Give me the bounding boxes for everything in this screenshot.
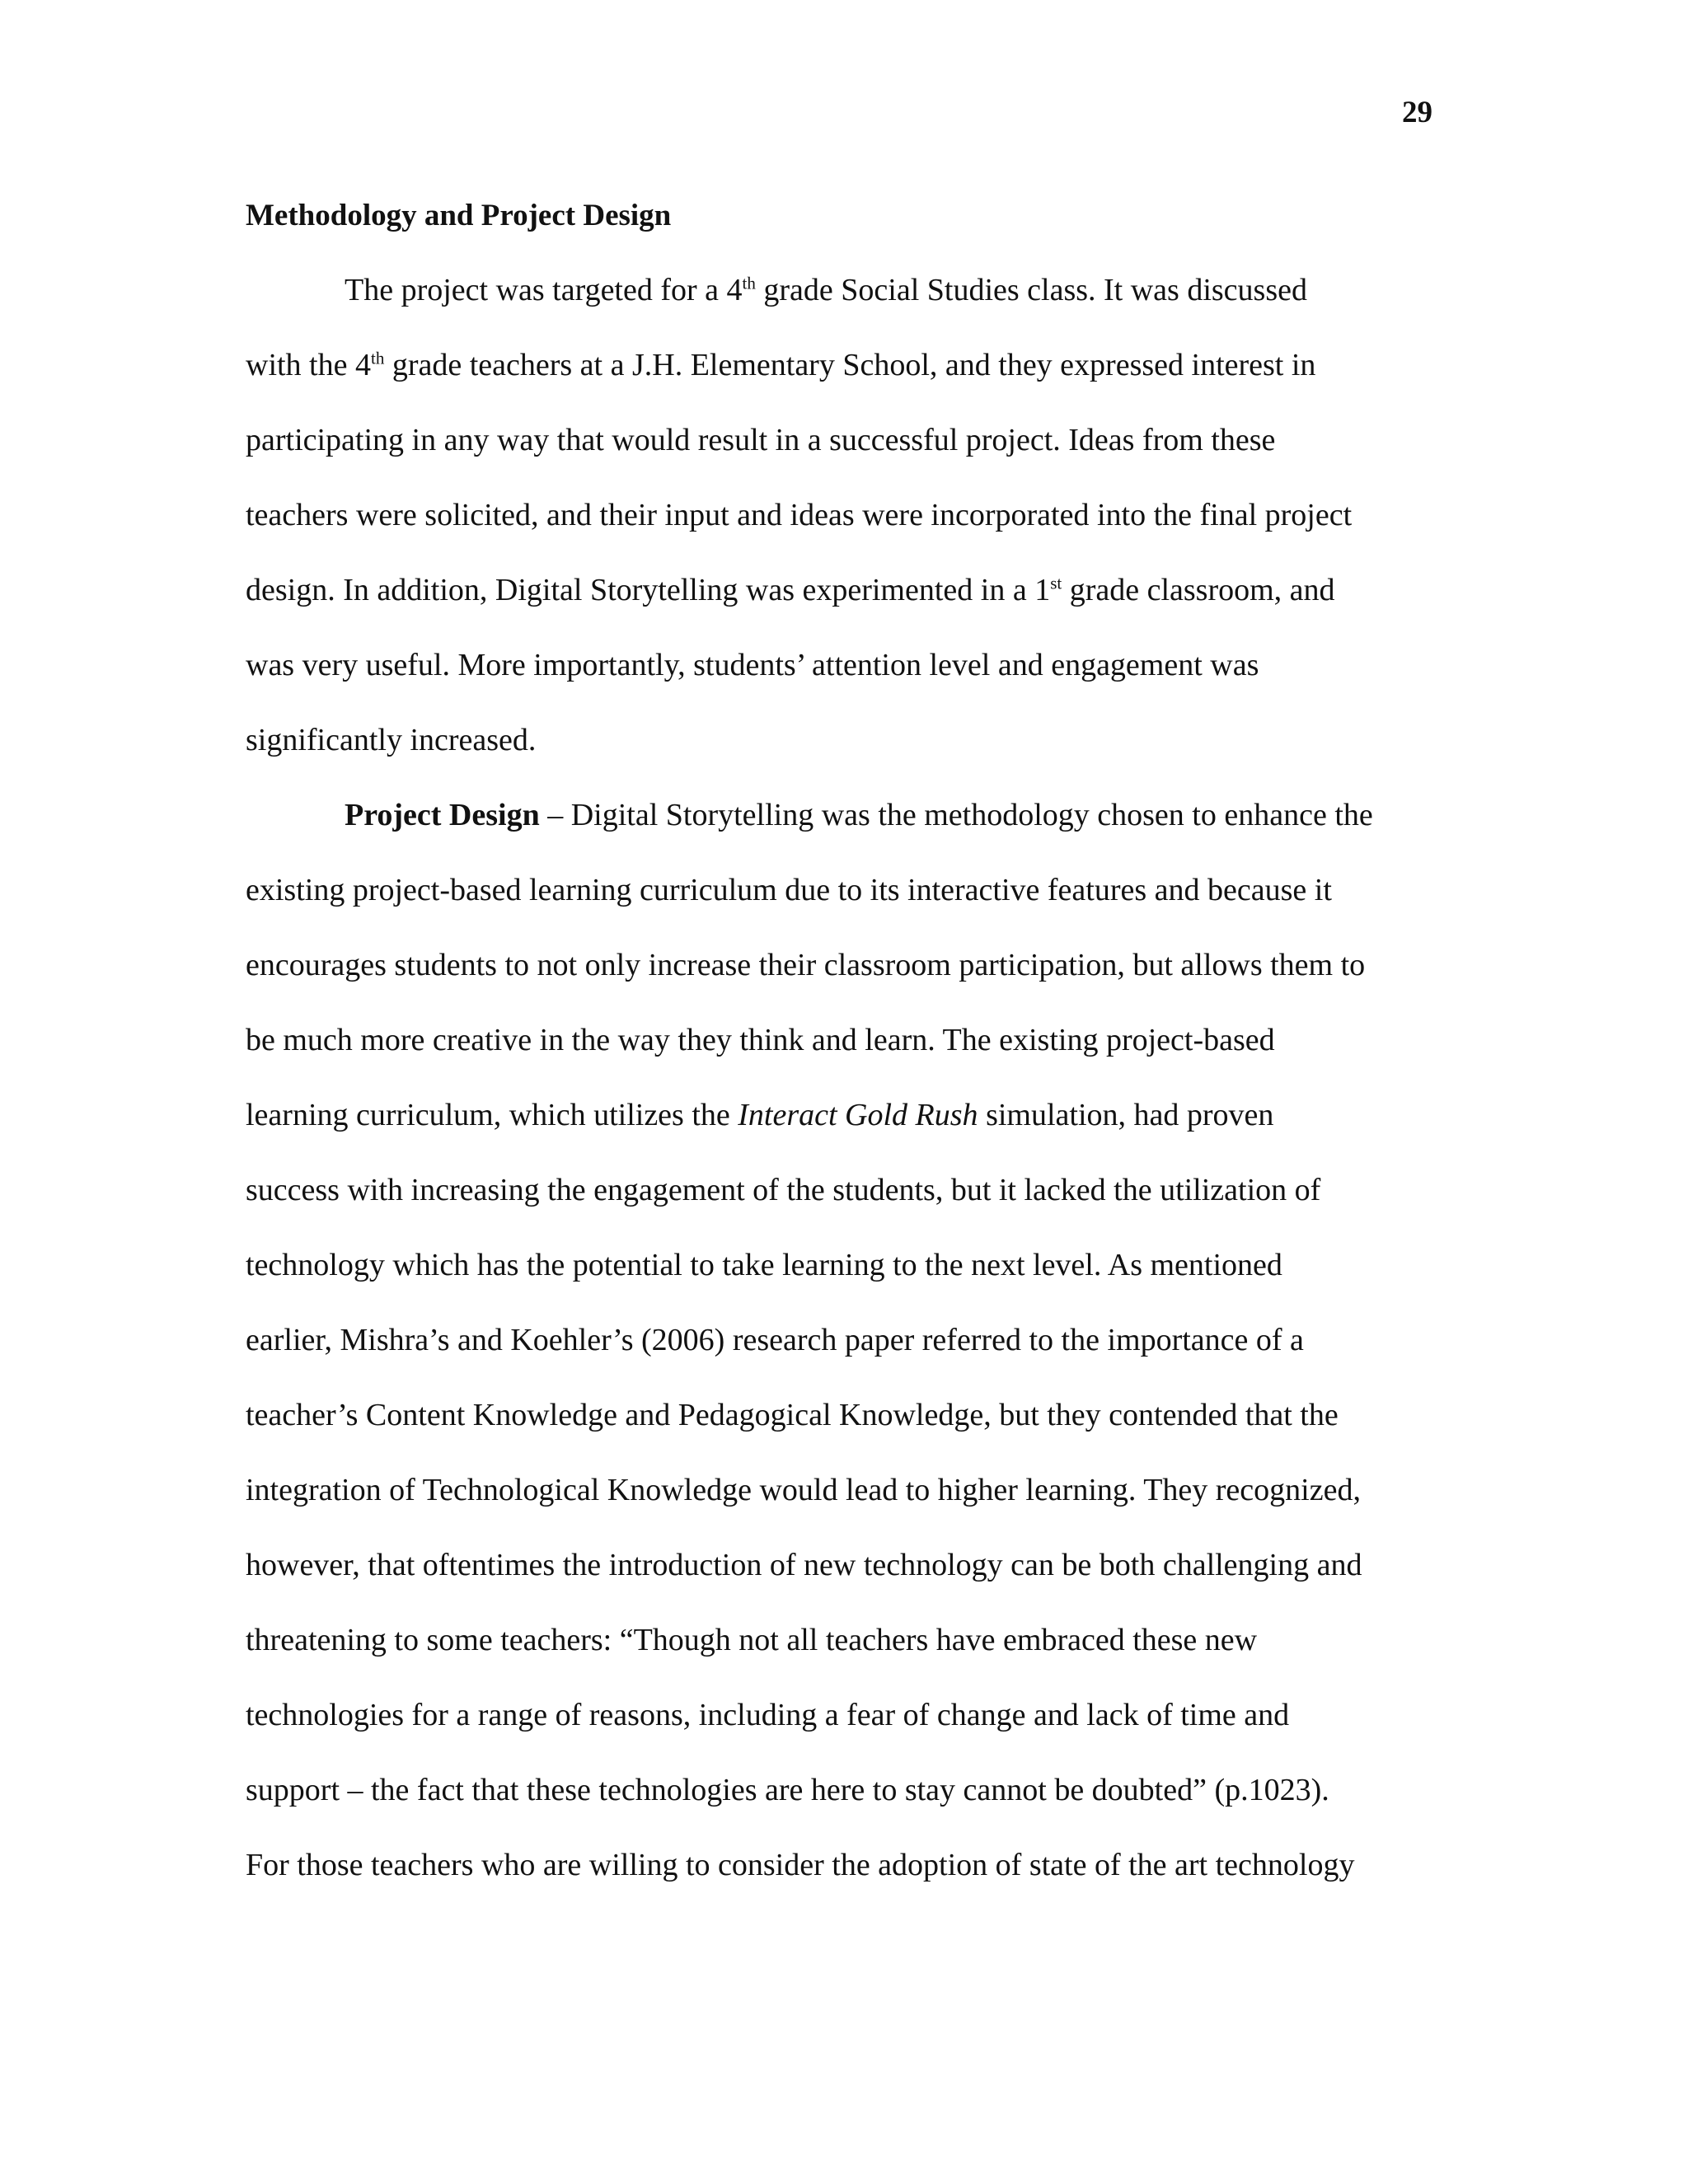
- text-line: technology which has the potential to take learning to the next level. As mentioned: [246, 1248, 1282, 1282]
- text-line: integration of Technological Knowledge would lead to higher learning. They recognized,: [246, 1473, 1361, 1507]
- section-heading: Methodology and Project Design: [246, 199, 672, 232]
- text-line: learning curriculum, which utilizes the Interact Gold Rush simulation, had proven: [246, 1098, 1274, 1132]
- text-line: with the 4th grade teachers at a J.H. Elementary School, and they expressed interest in: [246, 348, 1316, 382]
- text-line: however, that oftentimes the introduction of new technology can be both challenging and: [246, 1548, 1362, 1582]
- text-line: existing project-based learning curriculum due to its interactive features and because it: [246, 873, 1332, 907]
- text-line: encourages students to not only increase their classroom participation, but allows them to: [246, 948, 1366, 982]
- text-line: For those teachers who are willing to consider the adoption of state of the art technology: [246, 1848, 1355, 1882]
- text-line: technologies for a range of reasons, including a fear of change and lack of time and: [246, 1698, 1290, 1732]
- text-line: teacher’s Content Knowledge and Pedagogical Knowledge, but they contended that the: [246, 1398, 1339, 1432]
- text-line: teachers were solicited, and their input and ideas were incorporated into the final project: [246, 498, 1353, 532]
- text-line: threatening to some teachers: “Though not all teachers have embraced these new: [246, 1623, 1258, 1657]
- simulation-title: Interact Gold Rush: [738, 1098, 978, 1132]
- run-in-heading: Project Design: [345, 798, 540, 832]
- text-line: The project was targeted for a 4th grade Social Studies class. It was discussed: [345, 273, 1307, 307]
- text-line: significantly increased.: [246, 723, 537, 757]
- text-line: be much more creative in the way they think and learn. The existing project-based: [246, 1023, 1275, 1057]
- text-line: support – the fact that these technologies are here to stay cannot be doubted” (p.1023).: [246, 1773, 1329, 1807]
- text-line: design. In addition, Digital Storytelling was experimented in a 1st grade classroom, and: [246, 573, 1335, 607]
- text-line: participating in any way that would result in a successful project. Ideas from these: [246, 423, 1276, 457]
- page-number: 29: [1402, 96, 1432, 129]
- text-line: success with increasing the engagement of the students, but it lacked the utilization of: [246, 1173, 1321, 1207]
- text-line: earlier, Mishra’s and Koehler’s (2006) research paper referred to the importance of a: [246, 1323, 1304, 1357]
- text-line: was very useful. More importantly, students’ attention level and engagement was: [246, 648, 1259, 682]
- text-line: Project Design – Digital Storytelling was the methodology chosen to enhance the: [345, 798, 1373, 832]
